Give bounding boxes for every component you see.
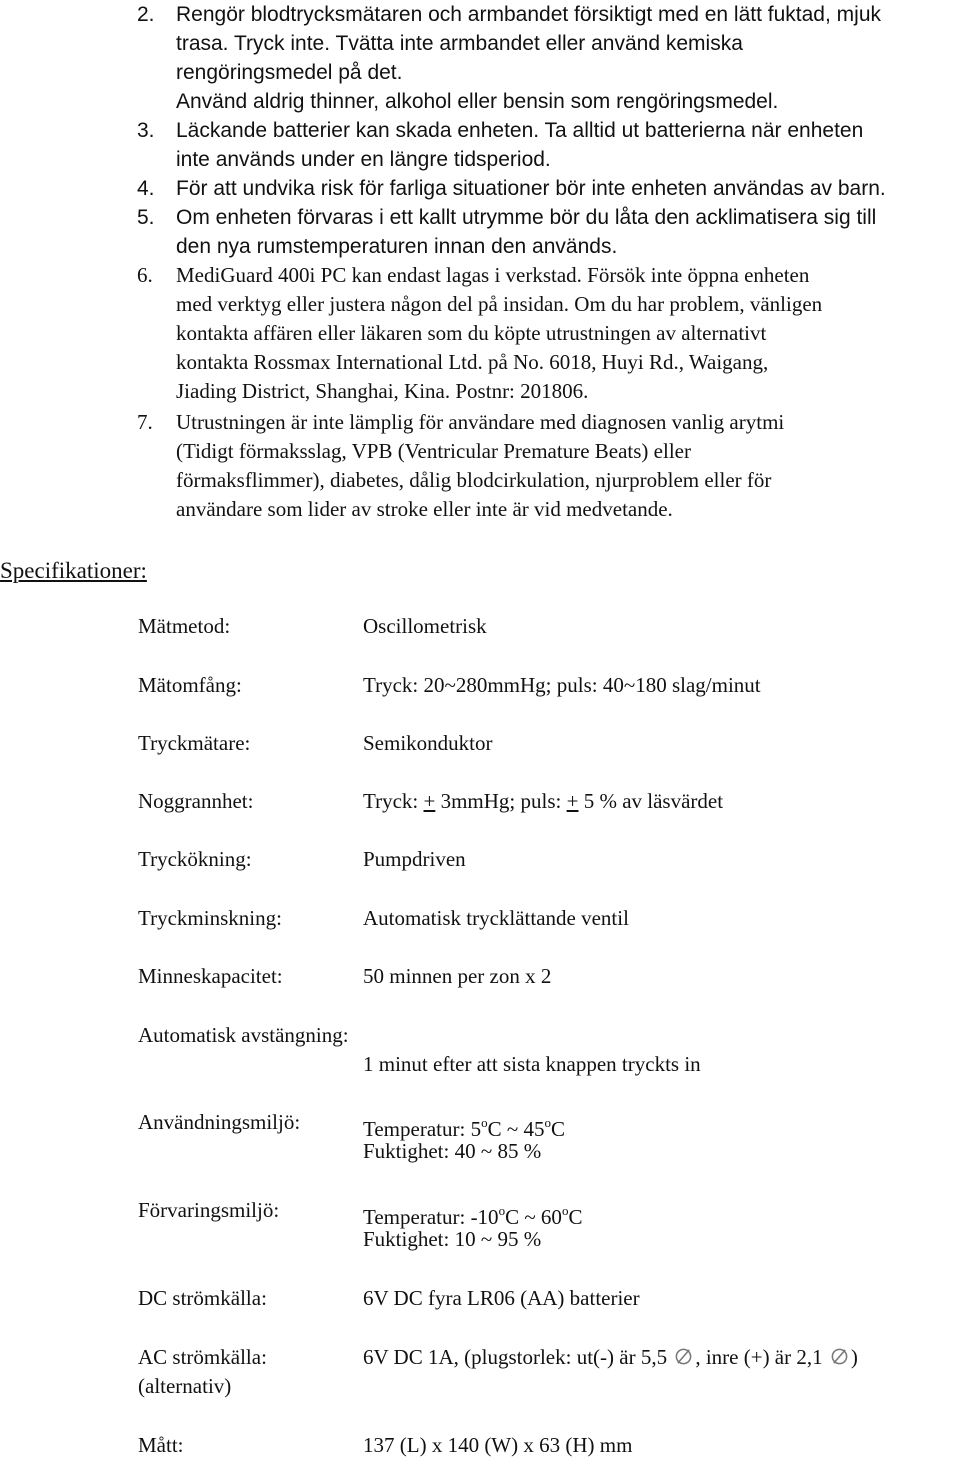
spec-label-inflation: Tryckökning:: [138, 847, 252, 871]
plus-minus-pressure: +: [423, 789, 436, 813]
text-line: Rengör blodtrycksmätaren och armbandet försiktigt med en lätt fuktad, mjuk: [176, 3, 881, 26]
text-line: Utrustningen är inte lämplig för användare med diagnosen vanlig arytmi: [176, 410, 785, 434]
spec-value-range: Tryck: 20~280mmHg; puls: 40~180 slag/minut: [363, 673, 761, 697]
list-item-number: 3.: [137, 119, 155, 142]
text-line: användare som lider av stroke eller inte är vid medvetande.: [176, 497, 673, 521]
operating-temp-b: C ~ 45: [487, 1117, 545, 1141]
ac-text-c: ): [850, 1345, 858, 1369]
ac-text-b: , inre (+) är 2,1: [695, 1345, 828, 1369]
section-heading: Specifikationer:: [0, 558, 147, 583]
accuracy-text-a: Tryck:: [363, 789, 424, 813]
spec-value-operating-humidity: Fuktighet: 40 ~ 85 %: [363, 1139, 542, 1163]
list-item-text: [176, 0, 881, 116]
text-line: För att undvika risk för farliga situationer bör inte enheten användas av barn.: [176, 177, 886, 200]
diameter-icon: [830, 1347, 849, 1366]
degree-sign: o: [544, 1115, 551, 1130]
list-item-text: [176, 203, 876, 261]
plus-minus-pulse: +: [566, 789, 579, 813]
text-line: trasa. Tryck inte. Tvätta inte armbandet eller använd kemiska: [176, 32, 743, 55]
spec-value-inflation: Pumpdriven: [363, 847, 466, 871]
list-item-text: [176, 261, 822, 406]
text-line: MediGuard 400i PC kan endast lagas i verkstad. Försök inte öppna enheten: [176, 263, 810, 287]
storage-temp-a: Temperatur: -10: [363, 1205, 499, 1229]
spec-label-dc-power: DC strömkälla:: [138, 1286, 267, 1310]
spec-label-operating-env: Användningsmiljö:: [138, 1110, 301, 1134]
spec-label-deflation: Tryckminskning:: [138, 906, 282, 930]
spec-value-ac-power: [363, 1343, 858, 1372]
spec-value-deflation: Automatisk trycklättande ventil: [363, 906, 629, 930]
spec-label-sensor: Tryckmätare:: [138, 731, 251, 755]
text-line: Läckande batterier kan skada enheten. Ta alltid ut batterierna när enheten: [176, 119, 864, 142]
text-line: kontakta affären eller läkaren som du köpte utrustningen av alternativt: [176, 321, 767, 345]
text-line: den nya rumstemperaturen innan den används.: [176, 235, 618, 258]
operating-temp-a: Temperatur: 5: [363, 1117, 482, 1141]
text-line: med verktyg eller justera någon del på insidan. Om du har problem, vänligen: [176, 292, 823, 316]
degree-sign: o: [561, 1203, 569, 1218]
spec-label-range: Mätomfång:: [138, 673, 242, 697]
spec-value-memory: 50 minnen per zon x 2: [363, 964, 552, 988]
spec-label-method: Mätmetod:: [138, 614, 231, 638]
spec-label-storage-env: Förvaringsmiljö:: [138, 1198, 280, 1222]
spec-value-dimensions: 137 (L) x 140 (W) x 63 (H) mm: [363, 1433, 633, 1457]
spec-label-auto-off: Automatisk avstängning:: [138, 1023, 349, 1047]
text-line: (Tidigt förmaksslag, VPB (Ventricular Premature Beats) eller: [176, 439, 691, 463]
ac-text-a: 6V DC 1A, (plugstorlek: ut(-) är 5,5: [363, 1345, 673, 1369]
degree-sign: o: [498, 1203, 506, 1218]
list-item-number: 4.: [137, 177, 155, 200]
list-item-number: 7.: [137, 410, 153, 434]
spec-value-sensor: Semikonduktor: [363, 731, 493, 755]
spec-label-dimensions: Mått:: [138, 1433, 184, 1457]
spec-label-accuracy: Noggrannhet:: [138, 789, 254, 813]
spec-label-ac-power-note: (alternativ): [138, 1374, 232, 1398]
list-item-text: [176, 116, 863, 174]
text-line: inte används under en längre tidsperiod.: [176, 148, 551, 171]
operating-temp-c: C: [550, 1117, 565, 1141]
list-item-text: [176, 408, 784, 524]
text-line: Jiading District, Shanghai, Kina. Postnr: 201806.: [176, 379, 589, 403]
list-item-text: [176, 174, 886, 203]
spec-value-method: Oscillometrisk: [363, 614, 487, 638]
spec-value-accuracy: [363, 787, 723, 816]
text-line: rengöringsmedel på det.: [176, 61, 403, 84]
accuracy-text-c: 5 % av läsvärdet: [578, 789, 724, 813]
text-line: Om enheten förvaras i ett kallt utrymme bör du låta den acklimatisera sig till: [176, 206, 877, 229]
storage-temp-c: C: [568, 1205, 583, 1229]
spec-value-dc-power: 6V DC fyra LR06 (AA) batterier: [363, 1286, 640, 1310]
list-item-number: 2.: [137, 3, 155, 26]
text-line: kontakta Rossmax International Ltd. på No. 6018, Huyi Rd., Waigang,: [176, 350, 769, 374]
text-line: Använd aldrig thinner, alkohol eller bensin som rengöringsmedel.: [176, 90, 779, 113]
degree-sign: o: [481, 1115, 488, 1130]
spec-label-ac-power: AC strömkälla:: [138, 1345, 267, 1369]
spec-label-memory: Minneskapacitet:: [138, 964, 283, 988]
storage-temp-b: C ~ 60: [505, 1205, 562, 1229]
accuracy-text-b: 3mmHg; puls:: [435, 789, 567, 813]
diameter-icon: [674, 1347, 693, 1366]
spec-value-auto-off: 1 minut efter att sista knappen tryckts in: [363, 1052, 701, 1076]
spec-value-storage-humidity: Fuktighet: 10 ~ 95 %: [363, 1227, 542, 1251]
text-line: förmaksflimmer), diabetes, dålig blodcirkulation, njurproblem eller för: [176, 468, 772, 492]
list-item-number: 5.: [137, 206, 155, 229]
list-item-number: 6.: [137, 263, 153, 287]
